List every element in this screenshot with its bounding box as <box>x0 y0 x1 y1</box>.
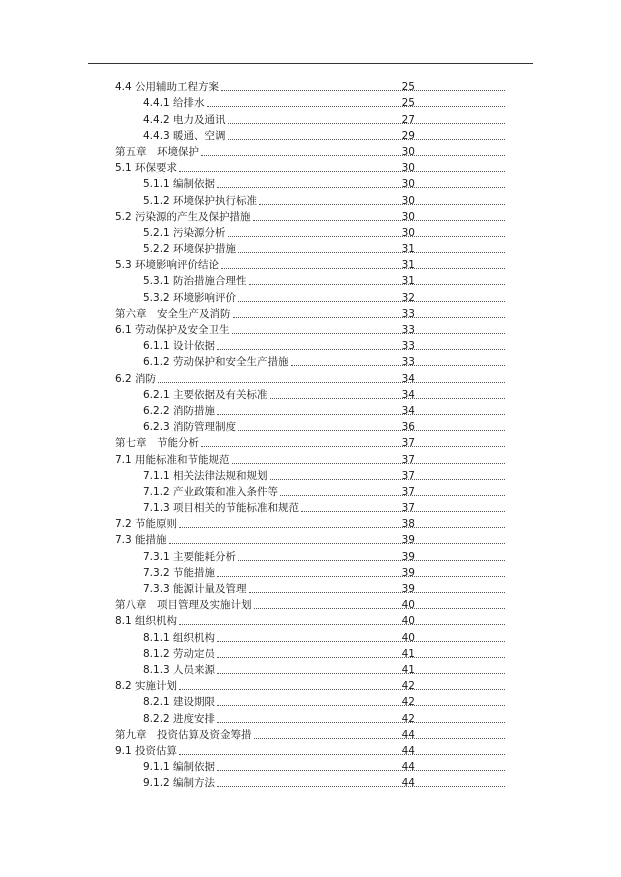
toc-entry-title: 6.1.1 设计依据 <box>143 340 216 353</box>
toc-page-number: 44 <box>401 728 415 741</box>
toc-dot-leader <box>217 657 505 658</box>
toc-page-number: 44 <box>401 744 415 757</box>
toc-subsection-entry[interactable] <box>0 645 505 661</box>
toc-dot-leader <box>217 673 505 674</box>
toc-entry-title: 8.2.2 进度安排 <box>143 712 216 725</box>
toc-subsection-entry[interactable] <box>0 580 505 596</box>
toc-dot-leader <box>254 738 506 739</box>
toc-subsection-entry[interactable] <box>0 774 505 790</box>
toc-page-number: 29 <box>401 129 415 142</box>
toc-page-number: 25 <box>401 97 415 110</box>
toc-page-number: 37 <box>401 485 415 498</box>
toc-chapter-entry[interactable] <box>0 596 505 612</box>
toc-subsection-entry[interactable] <box>0 628 505 644</box>
toc-dot-leader <box>270 398 505 399</box>
toc-entry-title: 5.3 环境影响评价结论 <box>115 259 220 272</box>
toc-dot-leader <box>217 414 505 415</box>
toc-subsection-entry[interactable] <box>0 353 505 369</box>
toc-dot-leader <box>232 333 505 334</box>
toc-subsection-entry[interactable] <box>0 402 505 418</box>
toc-subsection-entry[interactable] <box>0 94 505 110</box>
toc-subsection-entry[interactable] <box>0 758 505 774</box>
toc-subsection-entry[interactable] <box>0 110 505 126</box>
toc-subsection-entry[interactable] <box>0 483 505 499</box>
toc-entry-title: 7.1 用能标准和节能规范 <box>115 453 230 466</box>
toc-subsection-entry[interactable] <box>0 499 505 515</box>
toc-page-number: 37 <box>401 453 415 466</box>
toc-dot-leader <box>207 106 505 107</box>
toc-entry-title: 7.1.1 相关法律法规和规划 <box>143 469 268 482</box>
toc-dot-leader <box>217 786 505 787</box>
toc-page-number: 32 <box>401 291 415 304</box>
toc-subsection-entry[interactable] <box>0 386 505 402</box>
toc-entry-title: 9.1 投资估算 <box>115 744 178 757</box>
toc-subsection-entry[interactable] <box>0 191 505 207</box>
toc-page-number: 42 <box>401 712 415 725</box>
toc-entry-title: 7.3 能措施 <box>115 534 167 547</box>
toc-dot-leader <box>217 576 505 577</box>
toc-entry-title: 5.2.2 环境保护措施 <box>143 243 237 256</box>
toc-section-entry[interactable] <box>0 742 505 758</box>
toc-subsection-entry[interactable] <box>0 709 505 725</box>
toc-entry-title: 5.1 环保要求 <box>115 162 178 175</box>
toc-dot-leader <box>238 560 505 561</box>
toc-section-entry[interactable] <box>0 208 505 224</box>
toc-entry-title: 6.1.2 劳动保护和安全生产措施 <box>143 356 289 369</box>
toc-entry-title: 第八章 项目管理及实施计划 <box>115 599 252 612</box>
toc-page-number: 42 <box>401 696 415 709</box>
toc-dot-leader <box>259 204 505 205</box>
toc-entry-title: 5.1.1 编制依据 <box>143 178 216 191</box>
toc-entry-title: 6.2 消防 <box>115 372 157 385</box>
toc-entry-title: 6.1 劳动保护及安全卫生 <box>115 324 230 336</box>
toc-dot-leader <box>232 463 505 464</box>
toc-subsection-entry[interactable] <box>0 224 505 240</box>
toc-page-number: 30 <box>401 194 415 207</box>
toc-page-number: 30 <box>401 226 415 239</box>
toc-section-entry[interactable] <box>0 159 505 175</box>
toc-dot-leader <box>217 770 505 771</box>
toc-chapter-entry[interactable] <box>0 143 505 159</box>
toc-dot-leader <box>169 543 505 544</box>
toc-dot-leader <box>238 252 505 253</box>
toc-entry-title: 6.2.1 主要依据及有关标准 <box>143 388 268 401</box>
toc-page-number: 30 <box>401 210 415 223</box>
toc-section-entry[interactable] <box>0 321 505 337</box>
toc-dot-leader <box>179 171 505 172</box>
toc-entry-title: 4.4.1 给排水 <box>143 97 205 110</box>
toc-dot-leader <box>158 382 505 383</box>
toc-entry-title: 8.2 实施计划 <box>115 680 178 693</box>
toc-section-entry[interactable] <box>0 515 505 531</box>
toc-page-number: 40 <box>401 615 415 628</box>
toc-subsection-entry[interactable] <box>0 661 505 677</box>
toc-entry-title: 7.1.3 项目相关的节能标准和规范 <box>143 502 300 515</box>
toc-page-number: 36 <box>401 421 415 434</box>
toc-page-number: 39 <box>401 550 415 563</box>
toc-dot-leader <box>270 479 505 480</box>
toc-subsection-entry[interactable] <box>0 240 505 256</box>
toc-page-number: 41 <box>401 663 415 676</box>
toc-page-number: 37 <box>401 469 415 482</box>
toc-entry-title: 7.3.2 节能措施 <box>143 566 216 579</box>
toc-page-number: 39 <box>401 534 415 547</box>
toc-dot-leader <box>217 349 505 350</box>
toc-page-number: 30 <box>401 145 415 158</box>
toc-page-number: 41 <box>401 647 415 660</box>
toc-dot-leader <box>249 592 505 593</box>
toc-entry-title: 5.2 污染源的产生及保护措施 <box>115 210 251 223</box>
toc-entry-title: 7.3.3 能源计量及管理 <box>143 583 247 595</box>
toc-page-number: 31 <box>401 243 415 256</box>
toc-dot-leader <box>179 624 505 625</box>
toc-page-number: 37 <box>401 502 415 515</box>
toc-subsection-entry[interactable] <box>0 547 505 563</box>
toc-dot-leader <box>233 317 506 318</box>
table-of-contents <box>0 78 621 790</box>
toc-dot-leader <box>217 641 505 642</box>
toc-subsection-entry[interactable] <box>0 418 505 434</box>
toc-dot-leader <box>228 123 505 124</box>
toc-entry-title: 4.4 公用辅助工程方案 <box>115 81 220 94</box>
toc-chapter-entry[interactable] <box>0 305 505 321</box>
toc-page-number: 34 <box>401 404 415 417</box>
toc-dot-leader <box>238 301 505 302</box>
toc-entry-title: 第九章 投资估算及资金筹措 <box>115 728 252 741</box>
toc-page-number: 30 <box>401 178 415 191</box>
toc-entry-title: 7.1.2 产业政策和准入条件等 <box>143 485 279 498</box>
toc-dot-leader <box>221 90 505 91</box>
toc-entry-title: 8.1.3 人员来源 <box>143 663 216 676</box>
toc-subsection-entry[interactable] <box>0 288 505 304</box>
toc-page-number: 31 <box>401 259 415 272</box>
toc-entry-title: 8.1.2 劳动定员 <box>143 647 216 660</box>
toc-page-number: 40 <box>401 599 415 612</box>
toc-entry-title: 5.3.1 防治措施合理性 <box>143 275 247 288</box>
toc-entry-title: 6.2.3 消防管理制度 <box>143 421 237 434</box>
toc-dot-leader <box>253 220 505 221</box>
toc-entry-title: 5.1.2 环境保护执行标准 <box>143 194 258 207</box>
toc-entry-title: 7.3.1 主要能耗分析 <box>143 550 237 563</box>
toc-subsection-entry[interactable] <box>0 467 505 483</box>
toc-section-entry[interactable] <box>0 531 505 547</box>
toc-entry-title: 4.4.3 暖通、空调 <box>143 129 226 142</box>
toc-page-number: 44 <box>401 761 415 774</box>
toc-page-number: 38 <box>401 518 415 531</box>
toc-entry-title: 第六章 安全生产及消防 <box>115 307 231 320</box>
toc-section-entry[interactable] <box>0 612 505 628</box>
toc-page-number: 44 <box>401 777 415 790</box>
toc-entry-title: 4.4.2 电力及通讯 <box>143 113 226 126</box>
toc-dot-leader <box>221 268 505 269</box>
toc-entry-title: 5.3.2 环境影响评价 <box>143 291 237 304</box>
toc-subsection-entry[interactable] <box>0 337 505 353</box>
toc-entry-title: 7.2 节能原则 <box>115 518 178 531</box>
toc-section-entry[interactable] <box>0 677 505 693</box>
toc-chapter-entry[interactable] <box>0 434 505 450</box>
toc-entry-title: 8.1 组织机构 <box>115 615 178 628</box>
toc-section-entry[interactable] <box>0 450 505 466</box>
toc-entry-title: 9.1.1 编制依据 <box>143 761 216 774</box>
header-rule <box>88 63 533 64</box>
toc-page-number: 31 <box>401 275 415 288</box>
toc-dot-leader <box>254 608 506 609</box>
toc-page-number: 34 <box>401 372 415 385</box>
toc-page-number: 37 <box>401 437 415 450</box>
toc-entry-title: 第五章 环境保护 <box>115 145 199 158</box>
toc-entry-title: 8.2.1 建设期限 <box>143 696 216 709</box>
toc-page-number: 42 <box>401 680 415 693</box>
toc-section-entry[interactable] <box>0 78 505 94</box>
toc-page-number: 25 <box>401 81 415 94</box>
toc-dot-leader <box>217 705 505 706</box>
toc-section-entry[interactable] <box>0 369 505 385</box>
toc-dot-leader <box>228 236 505 237</box>
toc-page-number: 33 <box>401 324 415 336</box>
toc-subsection-entry[interactable] <box>0 175 505 191</box>
toc-page-number: 27 <box>401 113 415 126</box>
toc-page-number: 33 <box>401 307 415 320</box>
toc-chapter-entry[interactable] <box>0 726 505 742</box>
toc-dot-leader <box>201 446 505 447</box>
toc-page-number: 39 <box>401 566 415 579</box>
toc-page-number: 30 <box>401 162 415 175</box>
toc-dot-leader <box>179 689 505 690</box>
toc-subsection-entry[interactable] <box>0 564 505 580</box>
toc-page-number: 39 <box>401 583 415 595</box>
toc-entry-title: 第七章 节能分析 <box>115 437 199 450</box>
toc-page-number: 33 <box>401 340 415 353</box>
toc-dot-leader <box>249 284 505 285</box>
toc-dot-leader <box>238 430 505 431</box>
toc-entry-title: 9.1.2 编制方法 <box>143 777 216 790</box>
toc-entry-title: 5.2.1 污染源分析 <box>143 226 226 239</box>
toc-subsection-entry[interactable] <box>0 272 505 288</box>
toc-dot-leader <box>228 139 505 140</box>
toc-dot-leader <box>217 187 505 188</box>
toc-subsection-entry[interactable] <box>0 693 505 709</box>
toc-dot-leader <box>179 754 505 755</box>
toc-entry-title: 8.1.1 组织机构 <box>143 631 216 644</box>
toc-section-entry[interactable] <box>0 256 505 272</box>
toc-page-number: 40 <box>401 631 415 644</box>
toc-page-number: 34 <box>401 388 415 401</box>
toc-dot-leader <box>217 722 505 723</box>
toc-subsection-entry[interactable] <box>0 127 505 143</box>
toc-dot-leader <box>179 527 505 528</box>
toc-entry-title: 6.2.2 消防措施 <box>143 404 216 417</box>
toc-page-number: 33 <box>401 356 415 369</box>
toc-dot-leader <box>201 155 505 156</box>
